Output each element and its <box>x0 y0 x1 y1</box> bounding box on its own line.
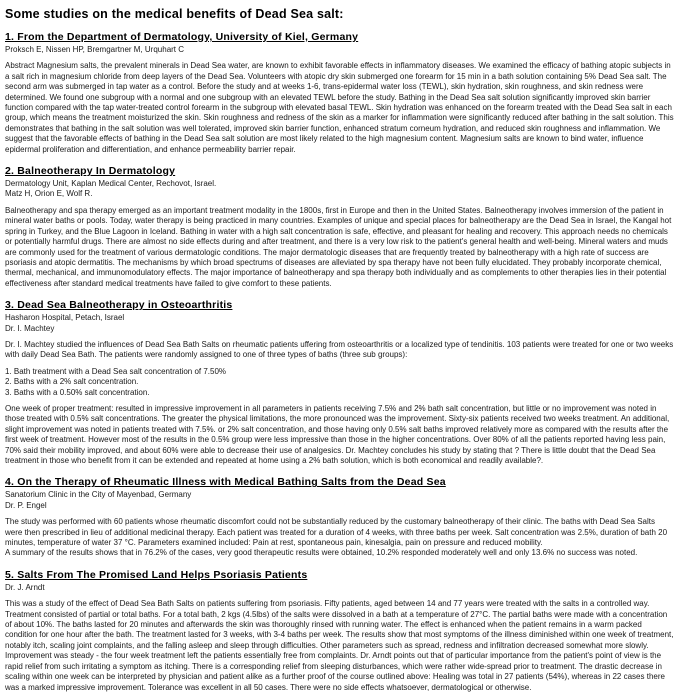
section-psoriasis <box>5 569 674 693</box>
section-5-heading: 5. Salts From The Promised Land Helps Psoriasis Patients <box>5 568 308 581</box>
list-item: 1. Bath treatment with a Dead Sea salt concentration of 7.50% <box>5 366 227 376</box>
section-2-affiliation: Dermatology Unit, Kaplan Medical Center, Rechovot, Israel. <box>5 179 217 189</box>
section-4-author: Dr. P. Engel <box>5 500 47 510</box>
section-2-heading: 2. Balneotherapy In Dermatology <box>5 165 176 178</box>
section-4-summary-line: A summary of the results shows that in 76.2% of the cases, very good therapeutic results were obtained, 10.2% responded moderately well and only 13.6% no success was noted. <box>5 548 638 558</box>
section-balneotherapy-dermatology <box>5 165 674 289</box>
section-3-affiliation: Hasharon Hospital, Petach, Israel <box>5 313 125 323</box>
section-3-intro-paragraph: Dr. I. Machtey studied the influences of Dead Sea Bath Salts on rheumatic patients uffering from osteoarthritis or a localized type of tendinitis. 103 patients were treated for one or two weeks with daily Dead Sea Bath. The patients were randomly assigned to one of three types of baths (three sub groups): <box>5 339 674 360</box>
section-3-heading: 3. Dead Sea Balneotherapy in Osteoarthritis <box>5 299 233 312</box>
list-item: 2. Baths with a 2% salt concentration. <box>5 377 139 387</box>
section-1-heading: 1. From the Department of Dermatology, University of Kiel, Germany <box>5 31 359 43</box>
section-kiel-study <box>5 31 674 155</box>
section-3-author: Dr. I. Machtey <box>5 323 55 333</box>
document <box>5 7 674 693</box>
section-1-abstract: Abstract Magnesium salts, the prevalent minerals in Dead Sea water, are known to exhibit favorable effects in inflammatory diseases. We examined the efficacy of bathing atopic subjects in a salt rich in magnesium chloride from deep layers of the Dead Sea. Volunteers with atopic dry skin submerged one forearm for 15 min in a bath solution containing 5% Dead Sea salt. The second arm was submerged in tap water as a control. Before the study and at weeks 1-6, trans-epidermal water loss (TEWL), skin hydration, skin roughness, and skin redness were determined. We found one subgroup with a normal and one subgroup with an elevated TEWL before the study. Bathing in the Dead Sea salt solution significantly improved skin barrier function compared with the tap water-treated control forearm in the subgroup with elevated basal TEWL. Skin hydration was enhanced on the forearm treated with the Dead Sea salt in each group, which means the treatment moisturized the skin. Skin roughness and redness of the skin as a marker for inflammation were significantly reduced after bathing in the salt solution. This demonstrates that bathing in the salt solution was well tolerated, improved skin barrier function, enhanced stratum corneum hydration, and reduced skin roughness and inflammation. We suggest that the favorable effects of bathing in the Dead Sea salt solution are most likely related to the high magnesium content. Magnesium salts are known to bind water, influence epidermal proliferation and differentiation, and enhance permeability barrier repair. <box>5 61 674 154</box>
section-3-results-paragraph: One week of proper treatment: resulted in impressive improvement in all parameters in patients receiving 7.5% and 2% bath salt concentration, but little or no improvement was noted in those treated with 0.5% salt concentrations. The greater the physical limitations, the more pronounced was the improvement. Sixty-six patients received two weeks treatment. An additional, slight improvement was noted in patients treated with 7.5%. or 2% salt concentration, and those having only 0.5% salt baths improved relatively more as compared with the results after the first week of treatment. However most of the results in the 0.5% group were less impressive than those in the higher concentrations. Over 80% of all the patients reported having less pain, 70% said their mobility improved, and about 60% were able to decrease their use of analgesics. Dr. Machtey concludes his study by stating that ? There is little doubt that the Dead Sea treatment in those who benefit from it can be extended and repeated at home using a 2% bath solution, which is both economical and readily available?. <box>5 403 670 465</box>
section-2-authors: Matz H, Orion E, Wolf R. <box>5 189 93 199</box>
section-5-author: Dr. J. Arndt <box>5 582 45 592</box>
bath-groups-list <box>5 367 674 398</box>
section-osteoarthritis <box>5 299 674 466</box>
section-1-authors: Proksch E, Nissen HP, Bremgartner M, Urquhart C <box>5 45 185 54</box>
section-2-abstract: Balneotherapy and spa therapy emerged as an important treatment modality in the 1800s, first in Europe and then in the United States. Balneotherapy involves immersion of the patient in mineral water baths or pools. Today, water therapy is being practiced in many countries. Examples of unique and special places for balneotherapy are the Dead Sea in Israel, the Kangal hot spring in Turkey, and the Blue Lagoon in Iceland. Bathing in water with a high salt concentration is safe, effective, and pleasant for healing and recovery. This approach needs no chemicals or potentially harmful drugs. There are almost no side effects during and after treatment, and there is a very low risk to the patient's general health and well-being. Mineral waters and muds are commonly used for the treatment of various dermatologic conditions. The major dermatologic diseases that are frequently treated by balneotherapy with a high rate of success are psoriasis and atopic dermatitis. The mechanisms by which broad spectrums of diseases are alleviated by spa therapy have not been fully elucidated. They probably incorporate chemical, thermal, mechanical, and immunomodulatory effects. The major importance of balneotherapy and spa therapy both individually and as complements to other therapies lies in their potential effectiveness after standard medical treatments have failed to give comfort to these patients. <box>5 205 672 288</box>
section-5-abstract: This was a study of the effect of Dead Sea Bath Salts on patients suffering from psoriasis. Fifty patients, aged between 14 and 77 years were treated with the salts in a controlled way. Treatment consisted of partial or total baths. For a total bath, 2 kgs (4.5lbs) of the salts were dissolved in a bath at a temperature of 27°C. The partial baths were made with a concentration of about 10%. The baths lasted for 20 minutes and afterwards the skin was thoroughly rinsed with running water. The effect is enhanced when the patient remains in a warm packed condition for one hour after the bath. The treatment lasted for 3 weeks, with 3-4 baths per week. The results show that most symptoms of the illness diminished within one week of treatment, notably itch, scaling joint complaints, and the falling asleep and sleep through difficulties. Other parameters such as spread, redness and infiltration decreased somewhat more slowly. Improvement was steady - the four week treatment left the patients essentially free from complaints. Dr. Arndt points out that of particular importance from the patient's point of view is the rapid relief from such irritating a symptom as itching. There is a corresponding relief from sleeping disturbances, which were rather wide-spread prior to treatment. The drastic decrease in scaling within one week can be interpreted by physician and patient alike as a further proof of the course outlined above: Healing was total in 27 patients (54%), whereas in 22 cases there was a marked impressive improvement. Tolerance was excellent in all 50 cases. There were no side effects whatsoever, dermatological or otherwise. <box>5 599 674 692</box>
page-title: Some studies on the medical benefits of Dead Sea salt: <box>5 7 344 21</box>
section-rheumatic-illness <box>5 476 674 558</box>
section-4-heading: 4. On the Therapy of Rheumatic Illness with Medical Bathing Salts from the Dead Sea <box>5 476 446 489</box>
list-item: 3. Baths with a 0.50% salt concentration. <box>5 387 150 397</box>
section-4-affiliation: Sanatorium Clinic in the City of Mayenbad, Germany <box>5 490 192 500</box>
section-4-study-paragraph: The study was performed with 60 patients whose rheumatic discomfort could not be substantially reduced by the customary balneotherapy of their clinic. The baths with Dead Sea Salts were then prescribed in lieu of additional medicinal therapy. Each patient was treated for a duration of 4 weeks, with three baths per week. Salt concentration was 2.5%, duration of bath 20 minutes, temperature of water 37 °C. Parameters examined included: Pain at rest, spontaneous pain, kinesalgia, pain on pressure and reduced mobility. <box>5 517 668 548</box>
